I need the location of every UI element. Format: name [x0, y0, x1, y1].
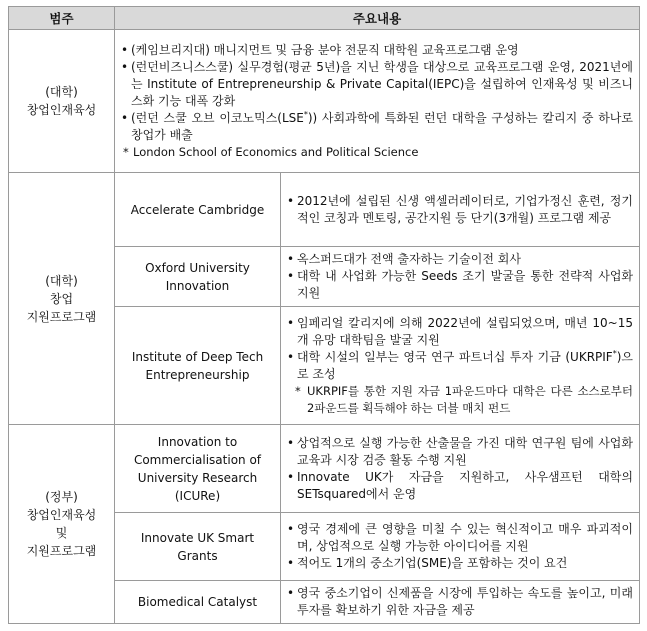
category-cell: (대학) 창업 지원프로그램 — [9, 173, 115, 425]
table-row — [9, 425, 640, 513]
content-cell — [281, 425, 640, 513]
program-name: Biomedical Catalyst — [115, 581, 281, 624]
list-item: • 영국 경제에 큰 영향을 미칠 수 있는 혁신적이고 매우 파괴적이며, 상업적으로 실행 가능한 아이디어를 지원 — [287, 522, 633, 553]
content-cell — [281, 513, 640, 581]
program-name: Oxford University Innovation — [115, 247, 281, 307]
content-cell — [281, 581, 640, 624]
content-cell — [115, 30, 640, 173]
footnote: * UKRPIF를 통한 지원 자금 1파운드마다 대학은 다른 소스로부터 2파운드를 획득해야 하는 더블 매치 펀드 — [295, 383, 633, 415]
list-item: • 적어도 1개의 중소기업(SME)을 포함하는 것이 요건 — [287, 556, 568, 570]
list-item: • 2012년에 설립된 신생 액셀러레이터로, 기업가정신 훈련, 정기적인 코칭과 멘토링, 공간지원 등 단기(3개월) 프로그램 제공 — [287, 193, 633, 225]
list-item: • 옥스퍼드대가 전액 출자하는 기술이전 회사 — [287, 252, 521, 266]
program-name: Innovation to Commercialisation of University Research (ICURe) — [115, 425, 281, 513]
table-row — [9, 30, 640, 173]
content-cell — [281, 247, 640, 307]
program-name: Institute of Deep Tech Entrepreneurship — [115, 307, 281, 425]
category-cell: (정부) 창업인재육성 및 지원프로그램 — [9, 425, 115, 624]
content-cell — [281, 307, 640, 425]
program-name: Innovate UK Smart Grants — [115, 513, 281, 581]
list-item: • Innovate UK가 자금을 지원하고, 사우샘프턴 대학의 SETsquared에서 운영 — [287, 469, 633, 501]
list-item: • 상업적으로 실행 가능한 산출물을 가진 대학 연구원 팀에 사업화 교육과 시장 검증 활동 수행 지원 — [287, 435, 633, 467]
list-item: • (케임브리지대) 매니지먼트 및 금융 분야 전문직 대학원 교육프로그램 운영 — [121, 42, 519, 57]
header-row — [9, 7, 640, 30]
list-item: • 임페리얼 칼리지에 의해 2022년에 설립되었으며, 매년 10~15개 유망 대학팀을 발굴 지원 — [287, 315, 633, 347]
category-cell: (대학) 창업인재육성 — [9, 30, 115, 173]
list-item: • 영국 중소기업이 신제품을 시장에 투입하는 속도를 높이고, 미래 투자를 확보하기 위한 자금을 제공 — [287, 586, 633, 617]
list-item: • 대학 내 사업화 가능한 Seeds 조기 발굴을 통한 전략적 사업화 지원 — [287, 269, 633, 300]
footnote: * London School of Economics and Political Science — [123, 144, 419, 159]
header-category: 범주 — [9, 7, 115, 30]
table-row — [9, 173, 640, 247]
summary-table — [8, 6, 640, 624]
list-item: • 대학 시설의 일부는 영국 연구 파트너십 투자 기금 (UKRPIF*)으로 조성 — [287, 348, 633, 381]
list-item: • (런던비즈니스스쿨) 실무경험(평균 5년)을 지닌 학생을 대상으로 교육프로그램 운영, 2021년에는 Institute of Entrepreneurship & Private Capital(IEPC)을 설립하여 인재육성 및 비즈니스화 기능 대폭 강화 — [121, 59, 633, 108]
content-cell — [281, 173, 640, 247]
list-item: • (런던 스쿨 오브 이코노믹스(LSE*)) 사회과학에 특화된 런던 대학을 구성하는 칼리지 중 하나로 창업가 배출 — [121, 109, 633, 142]
header-content: 주요내용 — [115, 7, 640, 30]
program-name: Accelerate Cambridge — [115, 173, 281, 247]
